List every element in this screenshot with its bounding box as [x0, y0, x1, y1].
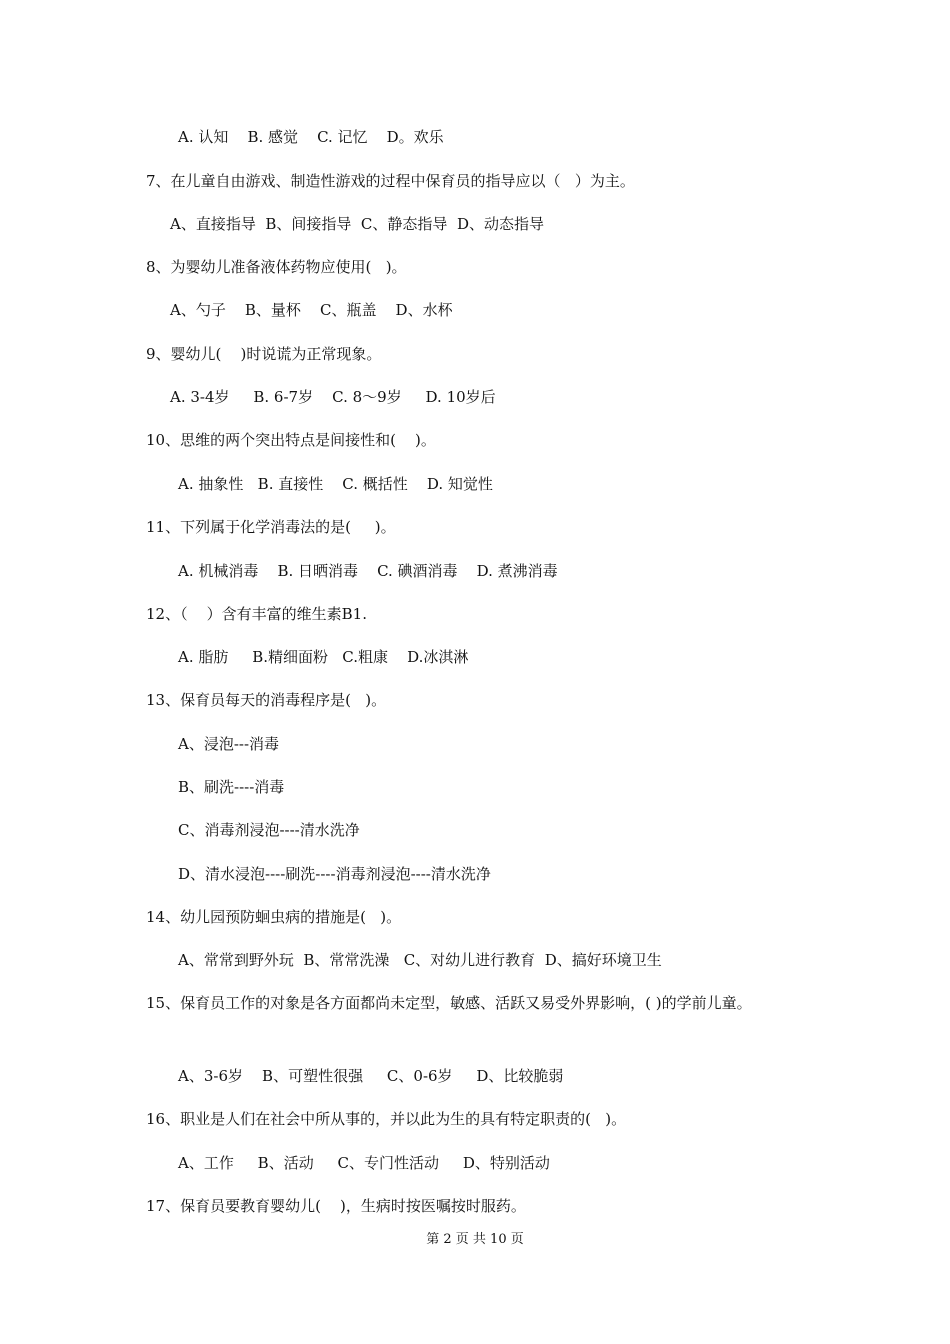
- q9-stem: 9、婴幼儿( )时说谎为正常现象。: [146, 345, 382, 363]
- q9-options: A. 3-4岁 B. 6-7岁 C. 8～9岁 D. 10岁后: [170, 388, 496, 406]
- q13-option-d: D、清水浸泡----刷洗----消毒剂浸泡----清水洗净: [178, 865, 491, 883]
- q13-option-b: B、刷洗----消毒: [178, 778, 285, 796]
- q14-options: A、常常到野外玩 B、常常洗澡 C、对幼儿进行教育 D、搞好环境卫生: [178, 951, 662, 969]
- q7-stem: 7、在儿童自由游戏、制造性游戏的过程中保育员的指导应以（ ）为主。: [146, 172, 635, 190]
- q13-option-a: A、浸泡---消毒: [178, 735, 280, 753]
- q10-options: A. 抽象性 B. 直接性 C. 概括性 D. 知觉性: [178, 475, 493, 493]
- q13-stem: 13、保育员每天的消毒程序是( )。: [146, 691, 387, 709]
- q17-stem: 17、保育员要教育婴幼儿( )，生病时按医嘱按时服药。: [146, 1197, 526, 1215]
- q10-stem: 10、思维的两个突出特点是间接性和( )。: [146, 431, 436, 449]
- q15-stem: 15、保育员工作的对象是各方面都尚未定型，敏感、活跃又易受外界影响，( )的学前儿童。: [146, 994, 752, 1012]
- q15-options: A、3-6岁 B、可塑性很强 C、0-6岁 D、比较脆弱: [178, 1067, 564, 1085]
- q11-options: A. 机械消毒 B. 日晒消毒 C. 碘酒消毒 D. 煮沸消毒: [178, 562, 558, 580]
- q7-options: A、直接指导 B、间接指导 C、静态指导 D、动态指导: [170, 215, 544, 233]
- q8-options: A、勺子 B、量杯 C、瓶盖 D、水杯: [170, 301, 453, 319]
- q12-options: A. 脂肪 B.精细面粉 C.粗康 D.冰淇淋: [178, 648, 469, 666]
- q16-options: A、工作 B、活动 C、专门性活动 D、特别活动: [178, 1154, 550, 1172]
- q14-stem: 14、幼儿园预防蛔虫病的措施是( )。: [146, 908, 402, 926]
- page-footer: 第 2 页 共 10 页: [426, 1232, 524, 1247]
- q12-stem: 12、（ ）含有丰富的维生素B1.: [146, 605, 367, 623]
- q11-stem: 11、下列属于化学消毒法的是( )。: [146, 518, 396, 536]
- q6-options: A. 认知 B. 感觉 C. 记忆 D。欢乐: [178, 128, 444, 146]
- q16-stem: 16、职业是人们在社会中所从事的，并以此为生的具有特定职责的( )。: [146, 1110, 627, 1128]
- q8-stem: 8、为婴幼儿准备液体药物应使用( )。: [146, 258, 407, 276]
- q13-option-c: C、消毒剂浸泡----清水洗净: [178, 821, 360, 839]
